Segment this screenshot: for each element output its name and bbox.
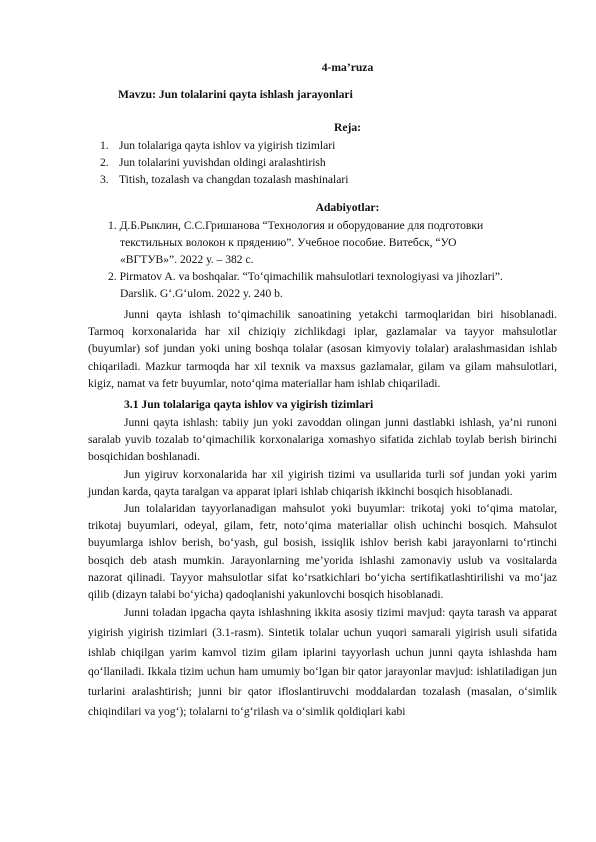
body-paragraph: Junni toladan ipgacha qayta ishlashning ikkita asosiy tizimi mavjud: qayta tarash va apparat yigirish yigirish tizimlari (3.1-rasm). Sintetik tolalar uchun yuqori samarali yigirish usuli sifatida ishlab chiqilgan yarim kamvol tizim gilam iplarini tayyorlash uchun junni qayta ishlashda ham qo‘llaniladi. Ikkala tizim uchun ham umumiy bo‘lgan bir qator jarayonlar mavjud: ishlatiladigan jun turlarini aralashtirish; junni bir qator ifloslantiruvchi moddalardan tozalash (masalan, o‘simlik chiqindilari va yog‘); tolalarni to‘g‘rilash va o‘simlik qoldiqlari kabi	[88, 606, 557, 718]
plan-item: 2. Jun tolalarini yuvishdan oldingi aralashtirish	[100, 156, 326, 169]
document-page	[88, 0, 557, 842]
lecture-number: 4-ma’ruza	[321, 61, 374, 74]
intro-block	[88, 306, 557, 392]
body-paragraph: Jun tolalaridan tayyorlanadigan mahsulot yoki buyumlar: trikotaj yoki to‘qima matolar, trikotaj buyumlari, odeyal, gilam, fetr, noto‘qima materiallar olish uchinchi bosqich. Mahsulot buyumlarga ishlov berish, bo‘yash, gul bosish, issiqlik ishlov berish kabi jarayonlarni to‘rtinchi bosqich deb atash mumkin. Jarayonlarning me’yorida ishlashi zamonaviy uslub va vositalarda nazorat qilinadi. Tayyor mahsulotlar sifat ko‘rsatkichlari bo‘yicha sertifikatlashtirilishi va mo‘jaz qilib (dizayn talabi bo‘yicha) qadoqlanishi yakunlovchi bosqich hisoblanadi.	[88, 502, 557, 602]
body-paragraph: Jun yigiruv korxonalarida har xil yigirish tizimi va usullarida turli sof jundan yoki yarim jundan karda, qayta taralgan va apparat iplari ishlab chiqarish ikkinchi bosqich hisoblanadi.	[88, 467, 557, 498]
section-heading: 3.1 Jun tolalariga qayta ishlov va yigirish tizimlari	[124, 398, 374, 411]
plan-heading: Reja:	[333, 121, 362, 134]
body-paragraph: Junni qayta ishlash: tabiiy jun yoki zavoddan olingan junni dastlabki ishlash, ya’ni runoni saralab yuvib tozalab to‘qimachilik korxonalariga xomashyo sifatida zichlab toylab berish birinchi bosqichidan boshlanadi.	[88, 416, 557, 464]
intro-paragraph: Junni qayta ishlash to‘qimachilik sanoatining yetakchi tarmoqlaridan biri hisoblanadi. Tarmoq korxonalarida har xil chiziqiy zichlikdagi iplar, gazlamalar va tayyor mahsulotlar (buyumlar) sof jundan yoki uning boshqa tolalar (asosan kimyoviy tolalar) aralashmasidan ishlab chiqariladi. Mazkur tarmoqda har xil texnik va maxsus gazlamalar, gilam va gilam mahsulotlari, kigiz, namat va fetr buyumlar, noto‘qima materiallar ham ishlab chiqariladi.	[88, 308, 557, 390]
literature-item: 2. Pirmatov A. va boshqalar. “To‘qimachilik mahsulotlari texnologiyasi va jihozlari”. Darslik. G‘.G‘ulom. 2022 y. 240 b.	[108, 270, 503, 300]
literature-heading: Adabiyotlar:	[315, 201, 380, 214]
section-body	[88, 414, 557, 721]
literature-item: 1. Д.Б.Рыклин, С.С.Гришанова “Технология и оборудование для подготовки текстильных волокон к прядению”. Учебное пособие. Витебск, “УО «ВГТУВ»”. 2022 у. – 382 с.	[108, 219, 484, 266]
plan-list	[100, 137, 348, 188]
plan-item: 3. Titish, tozalash va changdan tozalash mashinalari	[100, 173, 349, 186]
topic-title: Mavzu: Jun tolalarini qayta ishlash jarayonlari	[118, 88, 353, 101]
literature-list	[108, 217, 508, 302]
plan-item: 1. Jun tolalariga qayta ishlov va yigirish tizimlari	[100, 139, 336, 152]
